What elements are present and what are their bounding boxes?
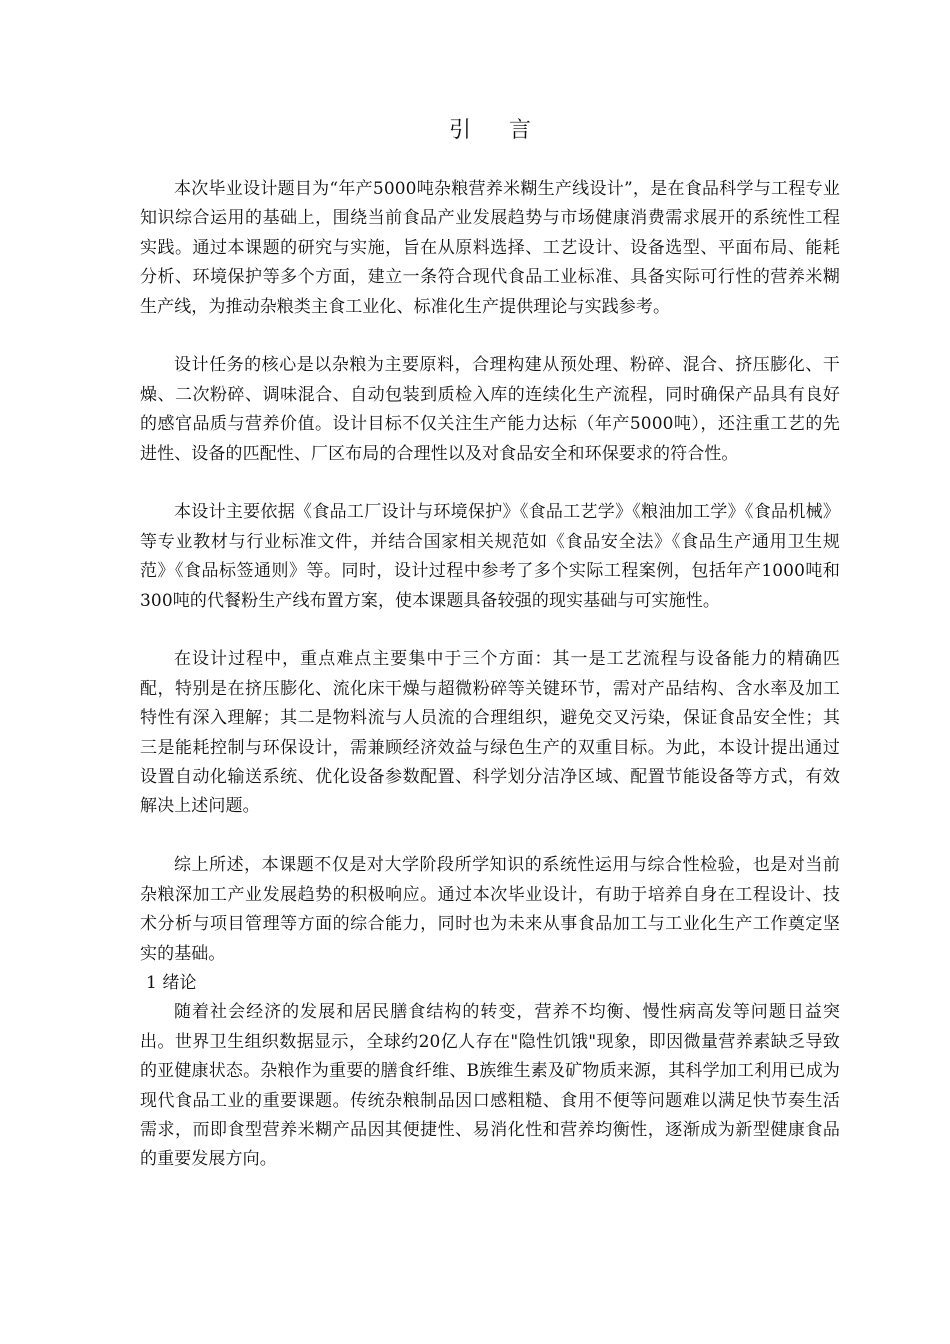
intro-paragraph-4: 在设计过程中，重点难点主要集中于三个方面：其一是工艺流程与设备能力的精确匹配，特别是在挤压膨化、流化床干燥与超微粉碎等关键环节，需对产品结构、含水率及加工特性有深入理解；其二是物料流与人员流的合理组织，避免交叉污染，保证食品安全性；其三是能耗控制与环保设计，需兼顾经济效益与绿色生产的双重目标。为此，本设计提出通过设置自动化输送系统、优化设备参数配置、科学划分洁净区域、配置节能设备等方式，有效解决上述问题。 — [140, 649, 840, 817]
intro-paragraph-2: 设计任务的核心是以杂粮为主要原料，合理构建从预处理、粉碎、混合、挤压膨化、干燥、二次粉碎、调味混合、自动包装到质检入库的连续化生产流程，同时确保产品具有良好的感官品质与营养价值。设计目标不仅关注生产能力达标（年产5000吨），还注重工艺的先进性、设备的匹配性、厂区布局的合理性以及对食品安全和环保要求的符合性。 — [140, 355, 840, 464]
paragraph-spacer — [140, 616, 840, 645]
intro-paragraph-5: 综上所述，本课题不仅是对大学阶段所学知识的系统性运用与综合性检验，也是对当前杂粮深加工产业发展趋势的积极响应。通过本次毕业设计，有助于培养自身在工程设计、技术分析与项目管理等方面的综合能力，同时也为未来从事食品加工与工业化生产工作奠定坚实的基础。 — [140, 855, 840, 964]
paragraph-spacer — [140, 322, 840, 351]
document-page — [140, 116, 840, 1175]
intro-paragraph-3: 本设计主要依据《食品工厂设计与环境保护》《食品工艺学》《粮油加工学》《食品机械》等专业教材与行业标准文件，并结合国家相关规范如《食品安全法》《食品生产通用卫生规范》《食品标签通则》等。同时，设计过程中参考了多个实际工程案例，包括年产1000吨和300吨的代餐粉生产线布置方案，使本课题具备较强的现实基础与可实施性。 — [140, 502, 840, 611]
intro-paragraph-1: 本次毕业设计题目为“年产5000吨杂粮营养米糊生产线设计”，是在食品科学与工程专业知识综合运用的基础上，围绕当前食品产业发展趋势与市场健康消费需求展开的系统性工程实践。通过本课题的研究与实施，旨在从原料选择、工艺设计、设备选型、平面布局、能耗分析、环境保护等多个方面，建立一条符合现代食品工业标准、具备实际可行性的营养米糊生产线，为推动杂粮类主食工业化、标准化生产提供理论与实践参考。 — [140, 179, 840, 317]
page-title: 引言 — [448, 118, 569, 143]
section-paragraph: 随着社会经济的发展和居民膳食结构的转变，营养不均衡、慢性病高发等问题日益突出。世界卫生组织数据显示，全球约20亿人存在"隐性饥饿"现象，即因微量营养素缺乏导致的亚健康状态。杂粮作为重要的膳食纤维、B族维生素及矿物质来源，其科学加工利用已成为现代食品工业的重要课题。传统杂粮制品因口感粗糙、食用不便等问题难以满足快节奏生活需求，而即食型营养米糊产品因其便捷性、易消化性和营养均衡性，逐渐成为新型健康食品的重要发展方向。 — [140, 1002, 840, 1170]
section-heading: 1 绪论 — [146, 972, 197, 993]
paragraph-spacer — [140, 469, 840, 498]
paragraph-spacer — [140, 822, 840, 851]
